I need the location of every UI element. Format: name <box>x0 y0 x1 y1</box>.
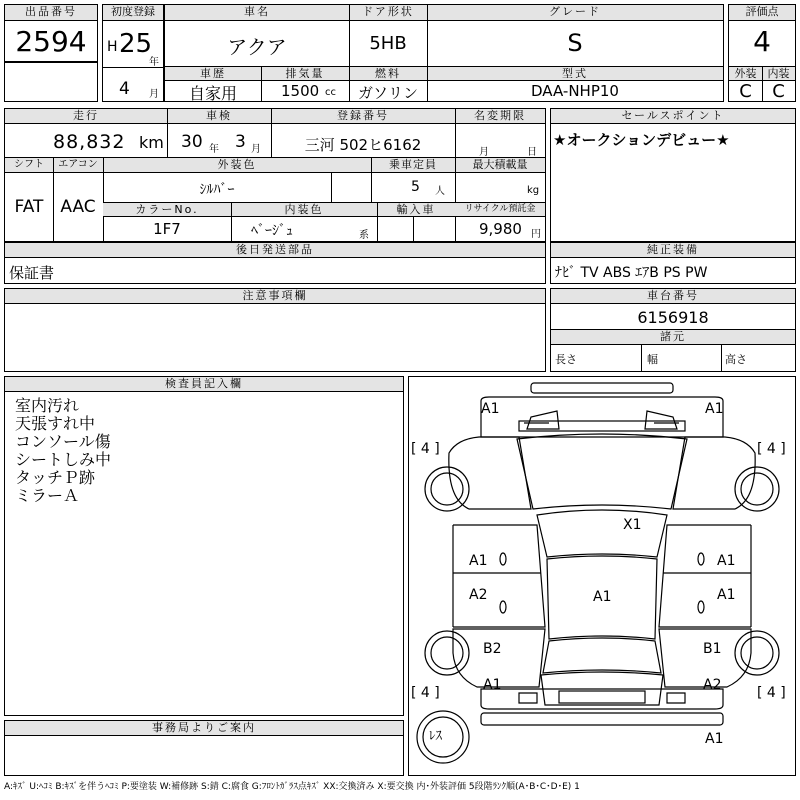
code-front-right: A1 <box>705 401 724 417</box>
genuine-equipment-text: ﾅﾋﾞ TV ABS ｴｱB PS PW <box>555 265 708 281</box>
car-outline-drawing <box>409 377 795 775</box>
inspector-note-line: ミラーＡ <box>15 486 80 505</box>
displacement: 1500 <box>281 82 320 100</box>
dims-label: 諸元 <box>551 330 795 345</box>
notes-box <box>4 288 546 372</box>
exterior-color: ｼﾙﾊﾞｰ <box>199 182 235 198</box>
registration-month: 4 <box>119 79 130 99</box>
damage-diagram <box>408 376 796 776</box>
later-parts-box <box>4 242 546 284</box>
details-box <box>4 108 546 242</box>
namechange-day-unit: 日 <box>527 147 537 158</box>
inspector-note-line: コンソール傷 <box>15 432 111 451</box>
code-rear-left: A1 <box>483 677 502 693</box>
code-rear-door-right: A1 <box>717 587 736 603</box>
code-rear-fender-left: B2 <box>483 641 502 657</box>
load-unit: kg <box>527 185 540 196</box>
score-box <box>728 4 796 102</box>
capacity-label: 乗車定員 <box>371 158 455 173</box>
inspector-note-line: タッチＰ跡 <box>15 468 96 487</box>
sales-point-label: セールスポイント <box>551 109 795 124</box>
load-label: 最大積載量 <box>455 158 545 173</box>
code-rear-bumper: A1 <box>705 731 724 747</box>
later-parts-label: 後日発送部品 <box>5 243 545 258</box>
registration-month-unit: 月 <box>149 89 159 100</box>
mileage-unit: km <box>139 133 164 152</box>
import-label: 輸入車 <box>377 203 455 217</box>
ac-label: エアコン <box>53 158 103 173</box>
inspector-note-line: 室内汚れ <box>15 396 80 415</box>
plate-label: 登録番号 <box>271 109 455 124</box>
code-front-door-right: A1 <box>717 553 736 569</box>
lot-number: 2594 <box>15 25 87 58</box>
lot-blank-box <box>4 62 98 102</box>
dims-height: 高さ <box>725 353 747 366</box>
chassis-box <box>550 288 796 372</box>
registration-year: 25 <box>119 29 153 59</box>
notes-label: 注意事項欄 <box>5 289 545 304</box>
mileage: 88,832 <box>53 131 126 153</box>
code-front-left: A1 <box>481 401 500 417</box>
car-name: アクア <box>227 35 287 59</box>
interior-color: ﾍﾞｰｼﾞｭ <box>251 223 293 239</box>
score-label: 評価点 <box>729 5 795 21</box>
registration-era: H <box>107 39 118 55</box>
office-label: 事務局よりご案内 <box>5 721 403 736</box>
interior-grade: C <box>772 81 785 102</box>
color-number: 1F7 <box>153 220 181 238</box>
genuine-equipment-label: 純正装備 <box>551 243 795 258</box>
inspector-notes-list <box>15 397 111 505</box>
namechange-label: 名変期限 <box>455 109 545 124</box>
chassis-label: 車台番号 <box>551 289 795 304</box>
plate-number: 三河 502ヒ6162 <box>304 136 422 154</box>
fuel-label: 燃料 <box>349 67 427 81</box>
exterior-label: 外装 <box>729 67 762 81</box>
door-type: 5HB <box>369 33 407 54</box>
inspector-note-line: 天張すれ中 <box>15 414 96 433</box>
registration-year-unit: 年 <box>149 57 159 68</box>
inspection-month: 3 <box>235 132 246 152</box>
genuine-equipment-box <box>550 242 796 284</box>
inspector-box <box>4 376 404 716</box>
code-front-door-left: A1 <box>469 553 488 569</box>
model-label: 型式 <box>427 67 723 81</box>
inspection-year: 30 <box>181 132 203 152</box>
code-tire-rear-left: [ 4 ] <box>411 685 440 701</box>
recycle-fee-unit: 円 <box>531 229 541 240</box>
registration-box <box>102 4 164 102</box>
sales-point-box <box>550 108 796 242</box>
colorno-label: カラーNo. <box>103 203 231 217</box>
intcolor-label: 内装色 <box>231 203 377 217</box>
lot-label: 出品番号 <box>5 5 97 21</box>
grade: S <box>567 29 583 57</box>
dims-length: 長さ <box>555 353 577 366</box>
interior-color-unit: 系 <box>359 230 369 241</box>
displacement-unit: cc <box>325 87 336 98</box>
shift-label: シフト <box>5 158 53 173</box>
registration-label: 初度登録 <box>103 5 163 21</box>
inspection-year-unit: 年 <box>209 144 219 155</box>
score: 4 <box>753 25 771 58</box>
name-label: 車名 <box>165 5 349 21</box>
code-tire-rear-right: [ 4 ] <box>757 685 786 701</box>
recycle-label: リサイクル預託金 <box>455 203 545 217</box>
main-header-box <box>164 4 724 102</box>
code-tire-front-left: [ 4 ] <box>411 441 440 457</box>
capacity-unit: 人 <box>435 186 445 197</box>
code-rear-door-left: A2 <box>469 587 488 603</box>
model-code: DAA-NHP10 <box>531 82 619 100</box>
door-label: ドア形状 <box>349 5 427 21</box>
inspection-label: 車検 <box>167 109 271 124</box>
fuel-type: ガソリン <box>357 84 418 102</box>
exterior-grade: C <box>739 81 752 102</box>
chassis-number: 6156918 <box>637 308 709 327</box>
inspection-month-unit: 月 <box>251 144 261 155</box>
lot-box <box>4 4 98 62</box>
namechange-month-unit: 月 <box>479 147 489 158</box>
dims-width: 幅 <box>647 353 658 366</box>
damage-legend: A:ｷｽﾞ U:ﾍｺﾐ B:ｷｽﾞを伴うﾍｺﾐ P:要塗装 W:補修跡 S:錆 C:腐食 G:ﾌﾛﾝﾄｶﾞﾗｽ点ｷｽﾞ XX:交換済み X:要交換 内･外装評価 5段階ﾗﾝｸ順(A･B･C･D･E) 1 <box>4 782 580 792</box>
shift: FAT <box>14 197 44 217</box>
air-conditioner: AAC <box>60 197 96 217</box>
mileage-label: 走行 <box>5 109 167 124</box>
code-roof: X1 <box>623 517 642 533</box>
displacement-label: 排気量 <box>261 67 349 81</box>
vehicle-history: 自家用 <box>188 84 237 103</box>
code-spare-tire: ﾚｽ <box>429 729 442 744</box>
office-box <box>4 720 404 776</box>
later-parts-text: 保証書 <box>9 264 55 282</box>
color-label: 外装色 <box>103 158 371 173</box>
grade-label: グレード <box>427 5 723 21</box>
code-tire-front-right: [ 4 ] <box>757 441 786 457</box>
inspector-label: 検査員記入欄 <box>5 377 403 392</box>
capacity: 5 <box>411 179 420 195</box>
history-label: 車歴 <box>165 67 261 81</box>
code-rear-right: A2 <box>703 677 722 693</box>
sales-point-text: ★オークションデビュー★ <box>553 131 730 149</box>
inspector-note-line: シートしみ中 <box>15 450 112 469</box>
interior-label: 内装 <box>762 67 795 81</box>
recycle-fee: 9,980 <box>479 220 522 238</box>
code-rear-fender-right: B1 <box>703 641 722 657</box>
code-center: A1 <box>593 589 612 605</box>
